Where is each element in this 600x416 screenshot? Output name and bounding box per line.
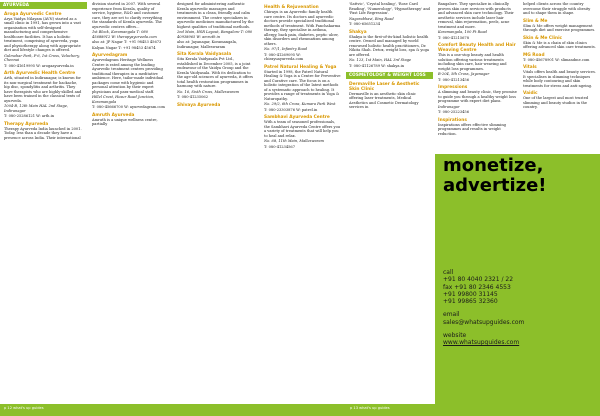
ad-fax: fax +91 80 2346 4553 [443, 283, 511, 291]
entry-text: Slim & Me offers weight management through diet and exercise programmes. [523, 23, 596, 32]
entry-title: Aroga Ayurvedic Centre [4, 11, 62, 17]
entry-also: also at: JP Nagar T: +91 98453 45673 [92, 40, 162, 44]
entry-title: Impressions [438, 85, 468, 90]
footer-left [4, 406, 44, 410]
entry-title: Skin & Me Clinic [523, 35, 563, 41]
entry-title: Therapy Ayurveda [4, 121, 49, 127]
entry-also: also at: Jayanagar, Koramangala, Indiranagar, Malleswaram [177, 40, 237, 49]
ad-website-link[interactable]: www.whatsupguides.com [443, 339, 520, 347]
entry-address: 1st Block, Koramangala T: 080 45688912 W: therapyayurveda.com [92, 30, 157, 39]
entry-title: Sita Kerala Vaidyasala [177, 52, 232, 57]
entry-address: Hillel Crest, Hosur Road Junction, Koramangala [92, 95, 155, 104]
column-2 [89, 0, 169, 416]
entry-contact: T: 080-41213456 [438, 77, 469, 82]
footer-left-title: what's up guides [13, 406, 44, 410]
entry-contact: T: 080-41619995 W: arogaayurveda.in [4, 63, 74, 68]
ad-call-label: call [443, 269, 454, 276]
entry-text: T: 080-45678901 W: slimandme.com [523, 57, 590, 62]
entry-contact: T: 080-41269095 W: chirayuayurveda.com [264, 52, 304, 61]
column-3 [174, 0, 257, 416]
footer-left-page: p 12 [4, 406, 12, 410]
entry-title: Vaidic [523, 91, 538, 96]
column-4 [261, 0, 344, 416]
entry-text: Dermaville is an aesthetic skin clinic offering laser treatments, Medical Aesthetics and Cosmetic Dermatology services in [349, 91, 419, 109]
entry-contact: T: 080-25286121 W: arth.in [4, 114, 55, 118]
entry-text: helped clients across the country overcome their struggle with obesity and to shape them in shape. [523, 2, 591, 15]
entry-title: Patrel Natural Healing & Yoga [264, 64, 337, 70]
entry-text: Amruth is a unique wellness centre, partially [92, 117, 158, 126]
section-header-ayurveda: AYURVEDA [0, 2, 87, 9]
footer-bar [0, 404, 435, 416]
entry-contact: T: 080-45666700 W: ayurvedagram.com [92, 105, 165, 109]
entry-contact: T: 080-23303876 W: patrel.in [264, 107, 318, 112]
entry-address: No. 97/1, Infantry Road [264, 47, 308, 51]
footer-right [350, 406, 390, 410]
ad-headline [443, 156, 547, 196]
entry-text: Skin & Me is a chain of skin clinics offering advanced skin care treatments. [523, 40, 596, 49]
entry-contact: T: 080-41126789 W: shakya.in [349, 63, 405, 68]
entry-text: Started in 1998, the Patrel Natural Healing & Yoga is a Centre for Preventive and Curative care. The focus is on a holistic integration of the latest methods of a systematic approach to healing. It provides a range of treatments in Yoga & Naturopathy. [264, 69, 341, 101]
entry-address: Koramangala, 100 Ft Road [438, 30, 487, 34]
ad-phone[interactable]: +91 80 4040 2321 / 22 [443, 276, 514, 284]
entry-title: Sambhavi Ayurveda Centre [264, 115, 330, 120]
entry-text: division started in 2007. With several experience from Kerala, quality of service, hygiene, R&D and customer care, they are set to clarify everything the standards of Kerala ayurveda. The ayurvedic centres offers... [92, 2, 163, 29]
column-5 [346, 0, 433, 416]
entry-text: A slimming and beauty clinic, they promise to guide you through a healthy weight loss programme with expert diet plans. [438, 90, 517, 103]
entry-address: No. 16, Sixth Cross, Malleswaram [177, 89, 240, 94]
entry-title: Inspirations [438, 117, 467, 123]
section-header-cosmetology: COSMETOLOGY & WEIGHT LOSS [346, 72, 433, 79]
entry-contact: T: 080-41215678 [438, 35, 469, 40]
footer-right-title: what's up guides [359, 406, 390, 410]
ad-website-label: website [443, 332, 467, 340]
entry-title: Amruth Ayurveda [92, 112, 135, 118]
entry-address: No. 68, 11th Main, Malleswaram [264, 139, 325, 143]
ad-email-label: email [443, 311, 460, 319]
entry-contact: T: 080-41234567 [264, 144, 295, 149]
entry-text: Therapy Ayurveda India launched in 2001. Today, less than a decade they have a presence across India. Their international [4, 126, 82, 140]
entry-address: B-204, 5th Cross, Jayanagar [438, 72, 490, 76]
entry-text: With a team of seasoned professionals, the Sambhavi Ayurveda Centre offers you a variety of treatments that will help you to heal and relax. [264, 120, 341, 138]
entry-text: Sita Kerala Vaidyasala Pvt Ltd., established in December 2005, is a joint endeavour of the Vaidya Group and the Kerala Vaidyasala. With its dedication to the age-old sciences of ayurveda, it offers total health restoration programmes in harmony with nature. [177, 57, 254, 88]
entry-title: Dermaville Laser & Aesthetic Skin Clinic [349, 81, 420, 92]
entry-address: Nagarabhavi, Ring Road [349, 16, 394, 21]
entry-text: Arth, situated in Indiranagar, is known for its non-surgical treatment for backache, hip disc, spondylitis and arthritis. They have therapists who are highly-skilled and have been trained in the classical texts of ayurveda. [4, 76, 82, 103]
ad-contact-block [443, 269, 593, 347]
entry-title: MG Road [523, 52, 545, 58]
ad-mobile-1[interactable]: +91 99800 31145 [443, 290, 498, 298]
entry-text: Inspirations offers effective slimming programmes and results in weight reduction. [438, 122, 506, 136]
entry-address: 1004-B, 12th Main HAL 2nd Stage, Indiranagar [4, 104, 69, 113]
column-1 [0, 0, 87, 416]
entry-text: Bangalore. They specialize in clinically proven skin care services with products and advanced skin care technology. Their aesthetic services include laser hair removal, skin rejuvenation, peels, acne treatment and more. [438, 2, 514, 29]
entry-also: Kalyan Nagar T: +91 98453 45674 [92, 45, 156, 50]
entry-title: Arth Ayurvedic Health Centre [4, 71, 76, 76]
footer-right-page: p 13 [350, 406, 358, 410]
entry-address: Gulmohar Park, F-6, 1st Cross, Velachery, Chennai [4, 53, 80, 62]
advertisement-box [435, 154, 600, 416]
entry-text: Arya Vaidya Nilayam (AVN) started as a small clinic in 1991, has grown into a vast organisation with self-designed manufacturing and comprehensive healthcare facilities. It has a holistic treatment, comprising of ayurveda, yoga and physiotherapy along with appropriate diet and lifestyle changes is offered. [4, 16, 81, 52]
entry-address: 2nd Main, HSR Layout, Bangalore T: 080 40938965 W: amruth.in [177, 30, 253, 39]
entry-text: Shakya is the first-of-its-kind holistic health centre. Owned and managed by world renowned holistic health practitioners, Dr. Nikita Shah. Detox, weight loss, spa & yoga are offered. [349, 34, 430, 57]
entry-text: One of the largest and most trusted slimming and beauty studios in the country. [523, 96, 589, 109]
entry-text: Vitals offers health and beauty services. It specialises in slimming techniques while body contouring and skin treatments for stress and anti-ageing. [523, 70, 596, 88]
ad-headline-line2: advertize! [443, 175, 547, 196]
entry-title: Shakya [349, 29, 367, 35]
entry-text: 'Sattvic', 'Crystal healing', 'Rose Card Reading', 'Numerology', 'Hypnotherapy' and 'Past Life Regression'. [349, 2, 430, 15]
entry-title: Health & Rejuvenation [264, 5, 319, 10]
entry-contact: T: 080-25223456 [438, 110, 469, 114]
entry-title: Slim & Me [523, 18, 548, 24]
column-7 [520, 0, 600, 113]
entry-address: Indiranagar [438, 104, 460, 109]
entry-title: Comfort Beauty Health and Hair Weaving Centre [438, 43, 516, 53]
entry-text: This is a one-stop beauty and health solution offering various treatments including skin care, hair weaving and weight loss programmes. [438, 53, 507, 71]
column-6 [435, 0, 520, 139]
ad-headline-line1: monetize, [443, 155, 544, 176]
entry-title: Vitals [523, 65, 537, 70]
entry-text: Ayurvedagram Heritage Wellness Centre is rated among the leading Ayurvedic treatment centres providing traditional therapies in a meditative ambience. Here, tailor-made individual packages come with hygienic and personal attention by their expert physicians and para-medical staff. [92, 58, 164, 94]
entry-address: No. 123, 1st Main, HAL 3rd Stage [349, 58, 412, 62]
entry-contact: T: 080-41235062 [177, 95, 208, 99]
entry-text: designed for administering authentic Kerala ayurvedic massages and treatments in a clean, friendly and calm environment. The centre specializes in ayurvedic medicines manufactured by the highest qualities of traditional methods. [177, 2, 254, 29]
entry-contact: T: 080-65651234 [349, 22, 380, 26]
ad-mobile-2[interactable]: +91 99865 32360 [443, 298, 498, 306]
entry-text: Chirayu is an Ayurvedic family health care centre. Its doctors and ayurvedic doctors provide specialised traditional methods of treatment. With Panchakarma therapy, they specialise in asthma, allergy, back pain, diabetes, peptic ulcer, skin disorders and rheumatism among others. [264, 10, 341, 46]
ad-email-link[interactable]: sales@whatsupguides.com [443, 318, 525, 326]
entry-address: No. 29/2, 6th Cross, Kumara Park West [264, 102, 336, 106]
entry-title: Shivaya Ayurveda [177, 102, 221, 108]
entry-title: Ayurvedagram [92, 53, 128, 58]
